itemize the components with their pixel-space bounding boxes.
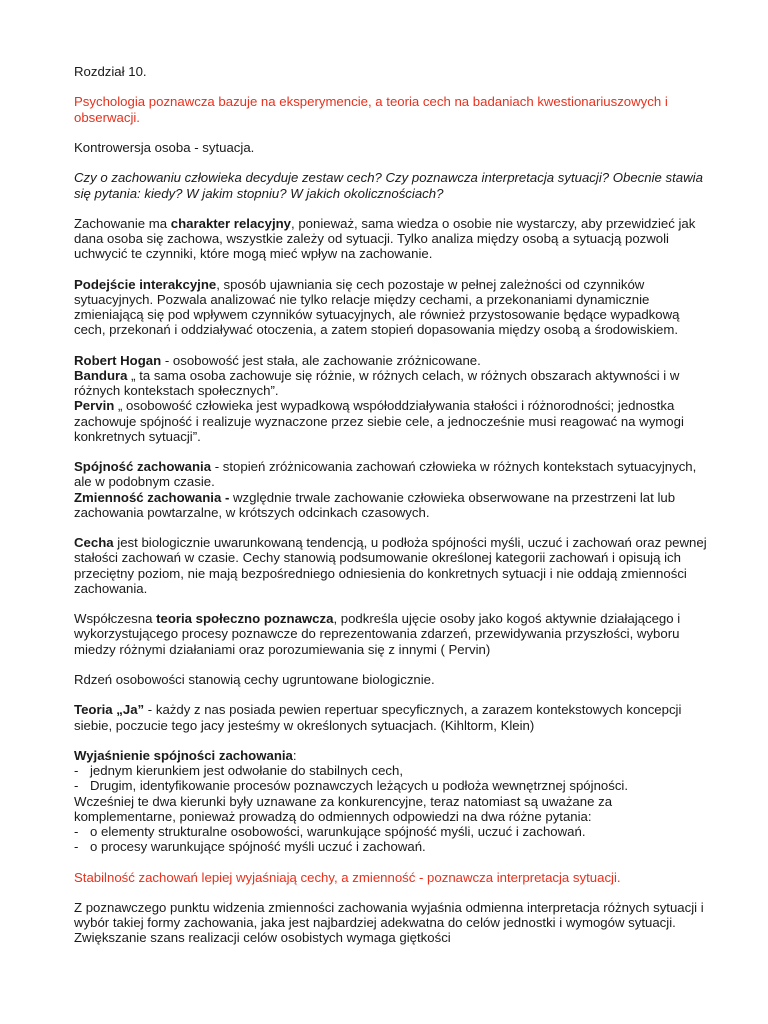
stability-highlight: Stabilność zachowań lepiej wyjaśniają cechy, a zmienność - poznawcza interpretacja sytuacji. [74, 869, 621, 885]
list-dash: - [74, 823, 79, 839]
list-item-text: o elementy strukturalne osobowości, warunkujące spójność myśli, uczuć i zachowań. [90, 823, 586, 839]
list-item [74, 839, 714, 854]
relational-lead: Zachowanie ma [74, 215, 171, 231]
explanation-colon: : [292, 747, 297, 763]
consistency-term: Spójność zachowania [74, 459, 212, 475]
social-lead: Współczesna [74, 611, 157, 627]
list-item-text: jednym kierunkiem jest odwołanie do stabilnych cech, [90, 763, 403, 779]
interactive-term: Podejście interakcyjne [74, 276, 217, 292]
self-theory-text: - każdy z nas posiada pewien repertuar specyficznych, a zarazem kontekstowych koncepcji siebie, poczucie tego jacy jesteśmy w określonych sytuacjach. (Kihltorm, Klein) [74, 702, 682, 733]
controversy-heading: Kontrowersja osoba - sytuacja. [74, 139, 255, 155]
list-dash: - [74, 778, 79, 794]
explanation-title-text: Wyjaśnienie spójności zachowania [74, 747, 293, 763]
trait-term: Cecha [74, 535, 114, 551]
consistency-text: - stopień zróżnicowania zachowań człowieka w różnych kontekstach sytuacyjnych, ale w podobnym czasie. [74, 459, 697, 490]
relational-paragraph [74, 216, 714, 262]
authors-paragraph [74, 353, 714, 444]
trait-text: jest biologicznie uwarunkowaną tendencją, u podłoża spójności myśli, uczuć i zachowań oraz pewnej stałości zachowań w czasie. Cechy stanowią podsumowanie określonej kategorii zachowań i opisują ich przeciętny poziom, nie mają bezpośredniego odniesienia do konkretnych sytuacji i nie oddają zmienności zachowania. [74, 535, 707, 596]
list-item-text: o procesy warunkujące spójność myśli uczuć i zachowań. [90, 839, 426, 855]
list-item [74, 824, 714, 839]
closing-paragraph: Z poznawczego punktu widzenia zmienności zachowania wyjaśnia odmienna interpretacja różnych sytuacji i wybór takiej formy zachowania, jaka jest najbardziej adekwatna do celów jednostki i wymogów sytuacji. Zwiększanie szans realizacji celów osobistych wymaga giętkości [74, 899, 704, 946]
variability-text: względnie trwale zachowanie człowieka obserwowane na przestrzeni lat lub zachowania powtarzalne, w krótszych odcinkach czasowych. [74, 489, 676, 520]
relational-text: , ponieważ, sama wiedza o osobie nie wystarczy, aby przewidzieć jak dana osoba się zachowa, wszystkie zależy od sytuacji. Tylko analiza między osobą a sytuacją pozwoli uchwycić te czynniki, które mogą mieć wpływ na zachowanie. [74, 215, 696, 262]
hogan-text: - osobowość jest stała, ale zachowanie zróżnicowane. [161, 352, 481, 368]
list-dash: - [74, 839, 79, 855]
list-dash: - [74, 763, 79, 779]
explanation-middle: Wcześniej te dwa kierunki były uznawane za konkurencyjne, teraz natomiast są uważane za komplementarne, ponieważ prowadzą do odmiennych odpowiedzi na dwa różne pytania: [74, 793, 613, 824]
intro-highlight: Psychologia poznawcza bazuje na eksperymencie, a teoria cech na badaniach kwestionariuszowych i obserwacji. [74, 94, 668, 125]
explanation-section [74, 748, 714, 854]
list-item [74, 763, 714, 778]
interactive-paragraph [74, 277, 714, 338]
consistency-paragraph [74, 459, 714, 520]
document-page [74, 64, 714, 961]
pervin-name: Pervin [74, 398, 115, 414]
pervin-text: „ osobowość człowieka jest wypadkową współoddziaływania stałości i różnorodności; jednostka zachowuje spójność i realizuje wyznaczone przez siebie cele, a jednocześnie musi reagować na wymogi konkretnych sytuacji”. [74, 398, 684, 444]
trait-paragraph [74, 535, 714, 596]
self-theory-paragraph [74, 702, 714, 732]
relational-term: charakter relacyjny [170, 215, 291, 231]
explanation-title [74, 748, 714, 763]
bandura-text: „ ta sama osoba zachowuje się różnie, w różnych celach, w różnych obszarach aktywności i w różnych kontekstach społecznych”. [74, 367, 680, 399]
list-item [74, 778, 714, 793]
core-paragraph: Rdzeń osobowości stanowią cechy ugruntowane biologicznie. [74, 671, 435, 687]
chapter-heading: Rozdział 10. [74, 64, 147, 79]
interactive-text: , sposób ujawniania się cech pozostaje w pełnej zależności od czynników sytuacyjnych. Pozwala analizować nie tylko relacje między cechami, a przekonaniami dynamicznie zmieniającą się pod wpływem czynników sytuacyjnych, ale również przystosowanie będące wypadkową cech, przekonań i oddziaływać otoczenia, a zatem stopień dopasowania między osobą a środowiskiem. [74, 276, 680, 338]
hogan-name: Robert Hogan [74, 352, 162, 368]
variability-term: Zmienność zachowania - [74, 489, 230, 505]
social-term: teoria społeczno poznawcza [156, 611, 334, 627]
bandura-name: Bandura [74, 367, 128, 383]
social-paragraph [74, 611, 714, 657]
list-item-text: Drugim, identyfikowanie procesów poznawczych leżących u podłoża wewnętrznej spójności. [90, 778, 629, 794]
questions-paragraph: Czy o zachowaniu człowieka decyduje zestaw cech? Czy poznawcza interpretacja sytuacji? Obecnie stawia się pytania: kiedy? W jakim stopniu? W jakich okolicznościach? [74, 170, 703, 201]
social-text: , podkreśla ujęcie osoby jako kogoś aktywnie działającego i wykorzystującego procesy poznawcze do reprezentowania zdarzeń, przewidywania przyszłości, wyboru miedzy różnymi działaniami oraz porozumiewania się z innymi ( Pervin) [74, 611, 681, 657]
self-theory-term: Teoria „Ja” [74, 702, 145, 718]
